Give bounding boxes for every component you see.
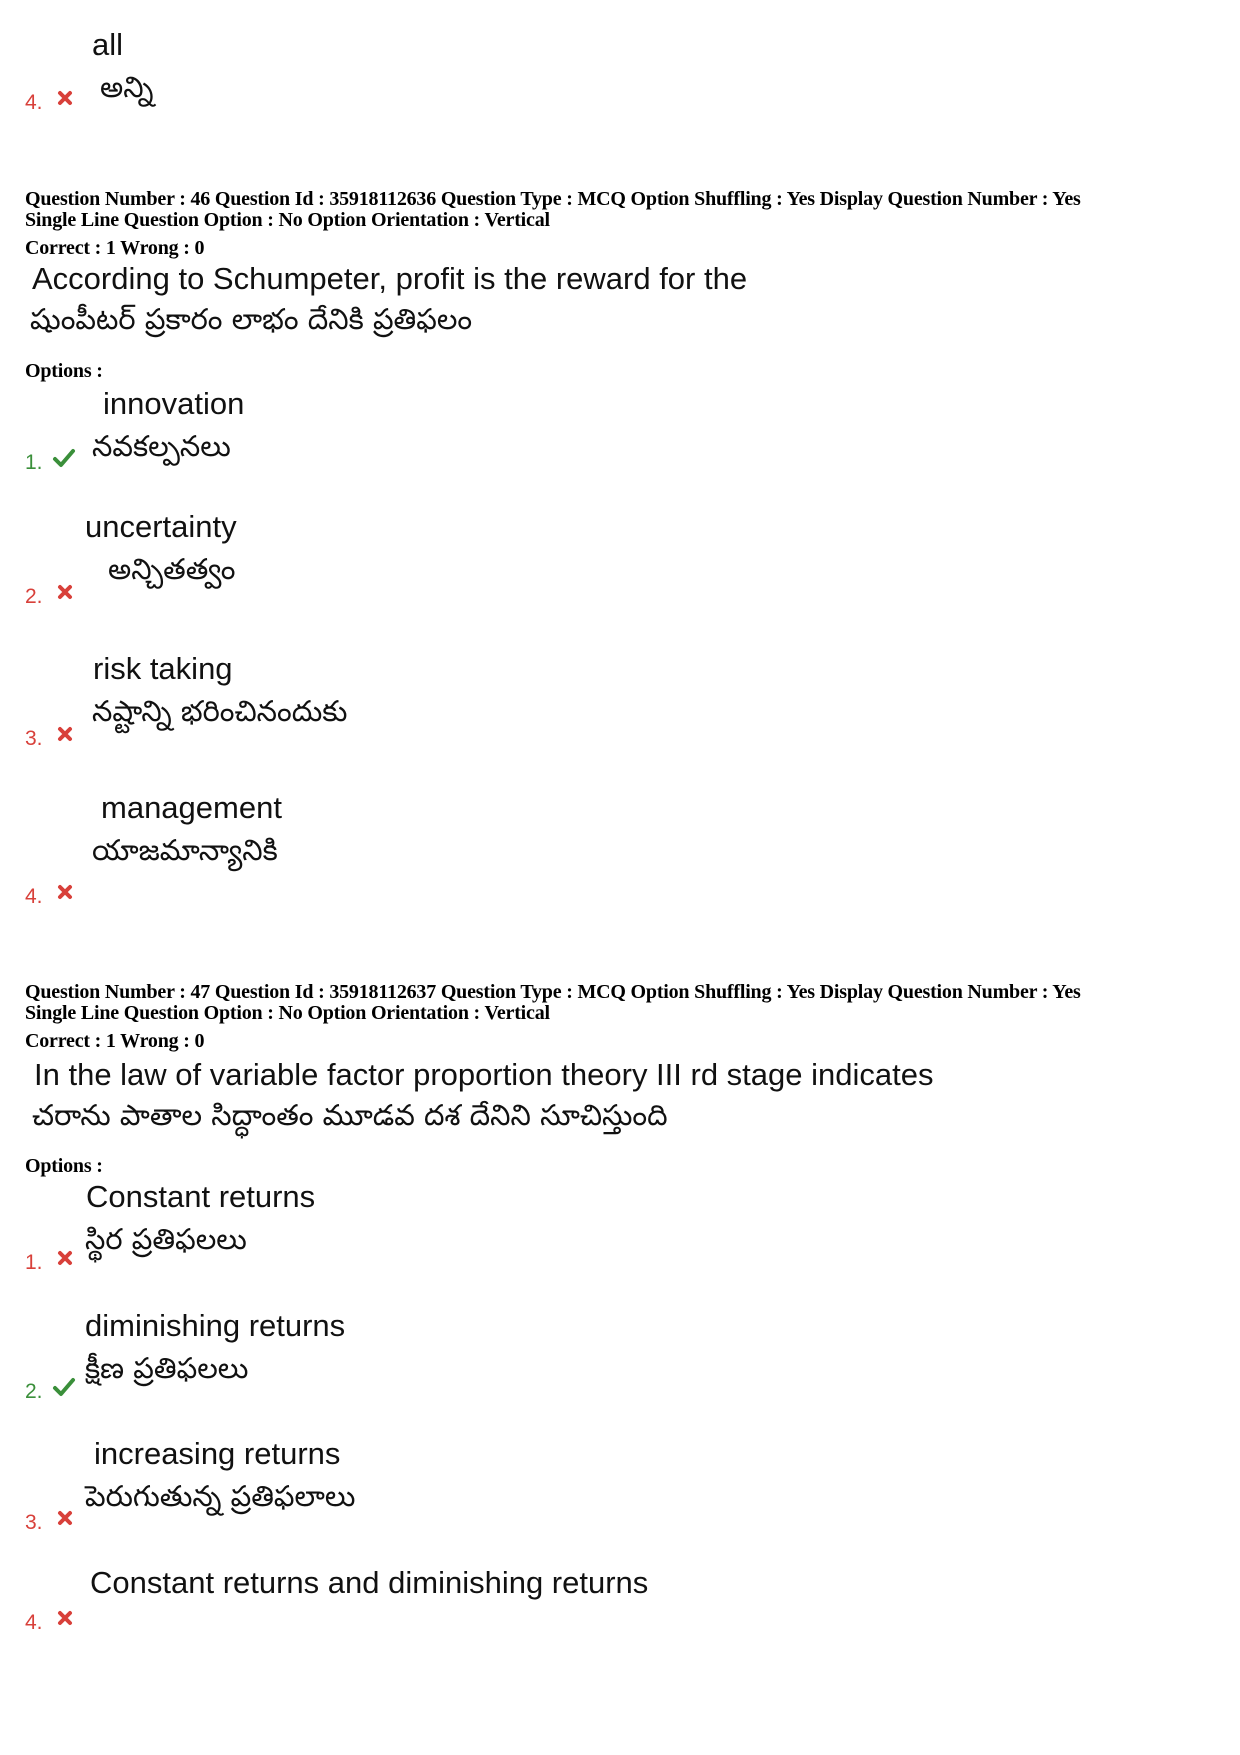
question-meta-line-1: Question Number : 47 Question Id : 35918112637 Question Type : MCQ Option Shuffling : Yes Display Question Number : Yes (25, 981, 1081, 1003)
wrong-cross-icon (54, 882, 78, 904)
wrong-cross-icon (54, 1248, 78, 1270)
correct-check-icon (52, 1376, 76, 1398)
option-2-english: diminishing returns (85, 1308, 346, 1343)
option-2-telugu: క్షీణ ప్రతిఫలలు (85, 1351, 249, 1385)
prev-option-4-english: all (92, 27, 124, 62)
option-2-english: uncertainty (85, 509, 237, 544)
option-2-number: 2. (25, 585, 43, 608)
question-meta-line-2: Single Line Question Option : No Option Orientation : Vertical (25, 1002, 550, 1024)
option-3-number: 3. (25, 1511, 43, 1534)
wrong-cross-icon (54, 88, 78, 110)
wrong-cross-icon (54, 724, 78, 746)
question-meta-line-2: Single Line Question Option : No Option Orientation : Vertical (25, 209, 550, 231)
correct-check-icon (52, 447, 76, 469)
option-3-english: risk taking (93, 651, 233, 686)
option-3-english: increasing returns (94, 1436, 341, 1471)
option-2-telugu: అన్చితత్వం (108, 552, 236, 586)
option-1-number: 1. (25, 451, 43, 474)
option-1-telugu: నవకల్పనలు (92, 429, 231, 463)
option-1-number: 1. (25, 1251, 43, 1274)
question-text-telugu: షుంపీటర్ ప్రకారం లాభం దేనికి ప్రతిఫలం (30, 302, 473, 336)
question-text-telugu: చరాను పాతాల సిద్ధాంతం మూడవ దశ దేనిని సూచిస్తుంది (32, 1098, 668, 1132)
option-3-number: 3. (25, 727, 43, 750)
option-1-telugu: స్థిర ప్రతిఫలలు (85, 1222, 247, 1256)
question-marks: Correct : 1 Wrong : 0 (25, 237, 205, 259)
option-4-number: 4. (25, 885, 43, 908)
option-3-telugu: పెరుగుతున్న ప్రతిఫలాలు (85, 1479, 356, 1513)
option-1-english: innovation (103, 386, 245, 421)
options-label: Options : (25, 1155, 103, 1177)
prev-option-4-number: 4. (25, 91, 43, 114)
wrong-cross-icon (54, 1608, 78, 1630)
options-label: Options : (25, 360, 103, 382)
option-2-number: 2. (25, 1380, 43, 1403)
option-3-telugu: నష్టాన్ని భరించినందుకు (92, 694, 348, 728)
option-4-english: Constant returns and diminishing returns (90, 1565, 649, 1600)
option-4-number: 4. (25, 1611, 43, 1634)
question-marks: Correct : 1 Wrong : 0 (25, 1030, 205, 1052)
question-meta-line-1: Question Number : 46 Question Id : 35918112636 Question Type : MCQ Option Shuffling : Yes Display Question Number : Yes (25, 188, 1081, 210)
prev-option-4-telugu: అన్ని (100, 70, 154, 104)
wrong-cross-icon (54, 1508, 78, 1530)
option-4-english: management (101, 790, 282, 825)
option-4-telugu: యాజమాన్యానికి (92, 833, 278, 867)
question-text-english: According to Schumpeter, profit is the reward for the (32, 261, 748, 296)
option-1-english: Constant returns (86, 1179, 316, 1214)
question-text-english: In the law of variable factor proportion theory III rd stage indicates (34, 1057, 934, 1092)
wrong-cross-icon (54, 582, 78, 604)
